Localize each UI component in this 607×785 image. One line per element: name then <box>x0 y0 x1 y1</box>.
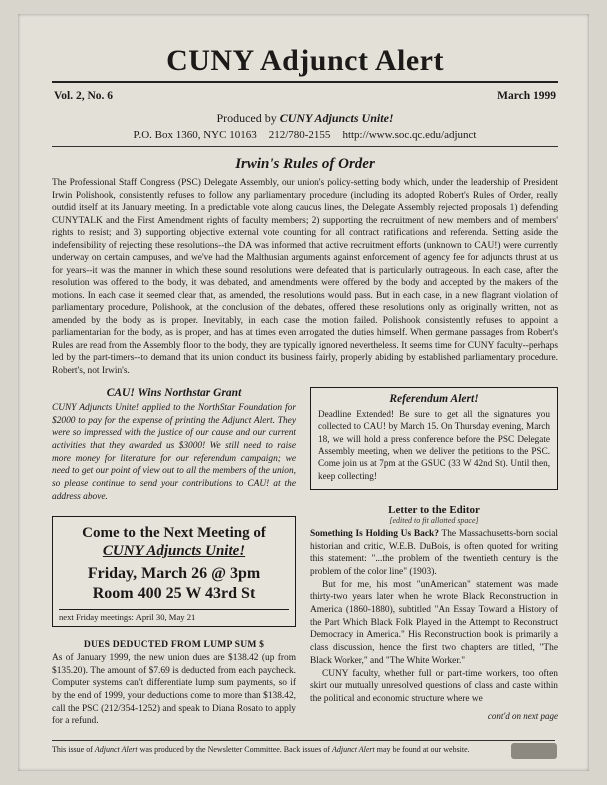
continued-note: cont'd on next page <box>487 710 558 721</box>
letter-lede-bold: Something Is Holding Us Back? <box>310 528 439 539</box>
footer-text-part-3: may be found at our website. <box>374 744 470 754</box>
letter-heading: Letter to the Editor <box>388 503 480 516</box>
masthead-rule-thin <box>52 146 558 147</box>
lead-article <box>52 156 558 377</box>
letter-to-editor <box>310 504 558 721</box>
letter-para-1-text: The Massachusetts-born social historian and critic, W.E.B. DuBois, is often quoted for writing this statement: "...the problem of the twentieth century is the problem of the color line" (1903). <box>310 528 558 578</box>
meeting-location: Room 400 25 W 43rd St <box>92 585 256 602</box>
footer-publication-name-2: Adjunct Alert <box>332 744 375 754</box>
meeting-organization: CUNY Adjuncts Unite! <box>102 542 246 559</box>
footer-text-part-2: was produced by the Newsletter Committee. Back issues of <box>137 744 333 754</box>
letter-paragraph-2: But for me, his most "unAmerican" statement was made thirty-two years later when he wrote Black Reconstruction in America (1860-1880), subtitled "An Essay Toward a History of the Part Which Black Folk Played in the Attempt to Reconstruct Democracy in America." His Reconstruction book is primarily a class discussion, hence the first two chapters are titled, "The Black Worker," and "The White Worker." <box>310 579 558 666</box>
northstar-heading-org: CAU! <box>106 387 135 399</box>
letter-paragraph-1 <box>310 528 558 579</box>
two-column-zone <box>52 387 558 728</box>
footer-rule <box>52 740 555 741</box>
website-url: http://www.soc.qc.edu/adjunct <box>342 129 477 141</box>
volume-number: Vol. 2, No. 6 <box>54 90 113 102</box>
meeting-invite-line: Come to the Next Meeting of <box>82 524 266 541</box>
scanned-paper <box>18 14 589 771</box>
produced-by-prefix: Produced by <box>216 111 280 125</box>
footer-text-part-1: This issue of <box>52 744 95 754</box>
lead-article-title: Irwin's Rules of Order <box>235 156 375 172</box>
referendum-heading: Referendum Alert! <box>389 393 479 405</box>
northstar-heading <box>52 387 296 399</box>
page-footer <box>52 740 555 755</box>
letter-paragraph-3: CUNY faculty, whether full or part-time workers, too often skirt our mutually unresolved questions of class and caste within the political and economic structure where we <box>310 668 558 704</box>
left-column <box>52 387 296 728</box>
lead-article-body: The Professional Staff Congress (PSC) Delegate Assembly, our union's policy-setting body which, under the leadership of President Irwin Polishook, consistently refuses to follow any parliamentary procedure (including its adopted Robert's Rules of Order, really outdid itself at its January meeting. In a predictable vote along caucus lines, the Delegate Assembly rejected proposals 1) defending CUNYTALK and the First Amendment rights of faculty members; 2) supporting the recruitment of new members and of members' rights to resist; and 3) supporting objective external vote counting for all contract ratifications and referenda. Setting aside the indefensibility of rejecting these resolutions--the DA was informed that active recruitment efforts (unknown to CAU!) were currently underway on certain campuses, and we've had the Malthusian arguments against enforcement of agency fee for adjuncts thrust at us for years--it was the manner in which these sound resolutions were defeated that is particularly outrageous. In each case, after the resolution was offered to the body, it was debated, and amendments were offered by the body and accepted by the makers of the motions. In each case it seemed clear that, as amended, the resolutions would pass. But in each case, in a new flagrant violation of parliamentary procedure, Polishook, at the conclusion of the debates, offered these resolutions only as originally written, not as amended by the body as is proper. Inevitably, in each case the motion failed. Polishook consistently refuses to appoint a parliamentarian for the body, as is proper, and has at times even arrogated the duties himself. When germane passages from Robert's Rules are read from the Assembly floor to the body, they are typically ignored nevertheless. It seems time for CUNY faculty--perhaps led by the part-timers--to demand that its union conduct its business fairly, properly abiding by established parliamentary procedure. Robert's, not Irwin's. <box>52 178 558 376</box>
footer-text <box>52 745 555 755</box>
referendum-alert-box <box>310 387 558 490</box>
issue-date: March 1999 <box>497 90 556 102</box>
producing-organization: CUNY Adjuncts Unite! <box>279 111 394 125</box>
meeting-future-dates: next Friday meetings: April 30, May 21 <box>59 609 289 622</box>
right-column <box>310 387 558 728</box>
letter-editor-note: [edited to fit allotted space] <box>389 515 479 525</box>
masthead-rule-thick <box>52 81 558 83</box>
northstar-body: CUNY Adjuncts Unite! applied to the NorthStar Foundation for $2000 to pay for the expense of printing the Adjunct Alert. They were so impressed with the justice of our cause and our current activities that they awarded us $3000! We still need to raise more money for literature for our referendum campaign; we need to get our point of view out to all the members of the union, so please continue to send your contributions to CAU! at the address above. <box>52 403 296 502</box>
page-content <box>52 32 558 754</box>
mailing-address: P.O. Box 1360, NYC 10163 <box>133 129 257 141</box>
referendum-body: Deadline Extended! Be sure to get all the signatures you collected to CAU! by March 15. On Thursday evening, March 18, we will hold a press conference before the PSC Delegate Assembly meeting, when we deliver the petitions to the PSC. Come join us at 7pm at the GSUC (33 W 42nd St). Until then, keep collecting! <box>318 409 550 481</box>
next-meeting-box <box>52 516 296 628</box>
dues-body: As of January 1999, the new union dues are $138.42 (up from $135.20). The amount of $7.69 is deducted from each paycheck. Computer systems can't differentiate lump sum payments, so if by the end of 1999, your deductions come to more than $138.42, call the PSC (212/354-1252) and speak to Diana Rosato to apply for a refund. <box>52 653 296 727</box>
contact-line <box>52 129 558 141</box>
scan-artifact-mark <box>511 743 557 759</box>
dues-article <box>52 639 296 728</box>
masthead-volume-row <box>52 90 558 102</box>
produced-by-line <box>52 111 558 126</box>
meeting-datetime: Friday, March 26 @ 3pm <box>87 565 261 582</box>
phone-number: 212/780-2155 <box>268 129 331 141</box>
northstar-heading-rest: Wins Northstar Grant <box>134 387 242 399</box>
masthead <box>52 44 558 147</box>
newsletter-title: CUNY Adjunct Alert <box>166 44 444 77</box>
northstar-article <box>52 387 296 504</box>
dues-heading: DUES DEDUCTED FROM LUMP SUM $ <box>83 639 265 650</box>
footer-publication-name-1: Adjunct Alert <box>94 744 138 754</box>
